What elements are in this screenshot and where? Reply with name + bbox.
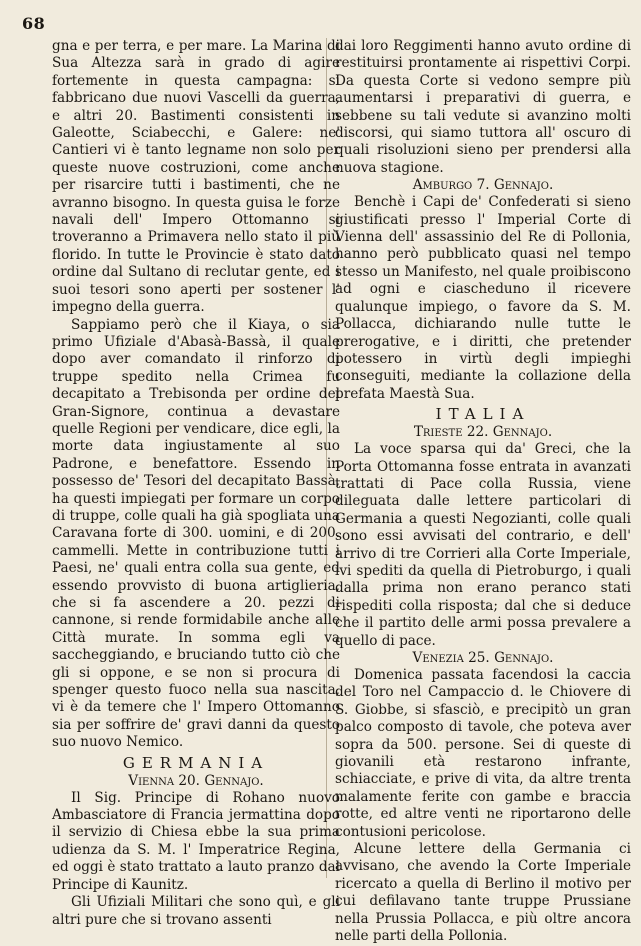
dateline-amburgo: Amburgo 7. Gennajo. bbox=[412, 177, 554, 194]
paragraph: dai loro Reggimenti hanno avuto ordine di restituirsi prontamente ai rispettivi Corpi. Da questa Corte si vedono sempre più aumentarsi i preparativi di guerra, e sebbene su tali vedute si avanzino molti discorsi, qui siamo tuttora all' oscuro di quali risoluzioni sieno per prendersi alla nuova stagione. bbox=[335, 38, 631, 176]
page-number: 68 bbox=[22, 14, 46, 33]
paragraph: La voce sparsa qui da' Greci, che la Porta Ottomanna fosse entrata in avanzati trattati di Pace colla Russia, viene dileguata dalle lettere particolari di Germania a questi Negozianti, colle quali sono essi avvisati del contrario, e dell' arrivo di tre Corrieri alla Corte Imperiale, ivi spediti da quella di Pietroburgo, i quali dalla prima non erano peranco stati rispediti colla risposta; dal che si deduce che il partito delle armi possa prevalere a quello di pace. bbox=[335, 441, 631, 649]
dateline-trieste: Trieste 22. Gennajo. bbox=[413, 424, 553, 441]
paragraph: gna e per terra, e per mare. La Marina di Sua Altezza sarà in grado di agire fortemente in questa campagna: si fabbricano due nuovi Vascelli da guerra, e altri 20. Bastimenti consistenti in Galeotte, Sciabecchi, e Galere: ne' Cantieri vi è tanto legname non solo per queste nuove costruzioni, come anche per risarcire tutti i bastimenti, che ne avranno bisogno. In questa guisa le forze navali dell' Impero Ottomanno si troveranno a Primavera nello stato il più florido. In tutte le Provincie è stato dato ordine dal Sultano di reclutar gente, ed i suoi tesori sono aperti per sostener l' impegno della guerra. bbox=[52, 38, 340, 316]
dateline-venezia: Venezia 25. Gennajo. bbox=[412, 650, 554, 666]
paragraph: Sappiamo però che il Kiaya, o sia primo Ufiziale d'Abasà-Bassà, il quale dopo aver comandato il rinforzo di truppe spedito nella Crimea fu decapitato a Trebisonda per ordine del Gran-Signore, continua a devastare quelle Regioni per vendicare, dice egli, la morte data ingiustamente al suo Padrone, e benefattore. Essendo in possesso de' Tesori del decapitato Bassà, ha questi impiegati per formare un corpo di truppe, colle quali ha già spogliata una Caravana forte di 300. uomini, e di 200. cammelli. Mette in contribuzione tutti i Paesi, ne' quali entra colla sua gente, ed essendo provvisto di buona artiglieria, che si fa ascendere a 20. pezzi di cannone, si rende formidabile anche alle Città murate. In somma egli va saccheggiando, e bruciando tutto ciò che gli si oppone, e se non si procura di spenger questo fuoco nella sua nascita, vi è da temere che l' Impero Ottomanno sia per soffrire de' gravi danni da questo suo nuovo Nemico. bbox=[52, 316, 340, 751]
paragraph: Il Sig. Principe di Rohano nuovo Ambasciatore di Francia jermattina dopo il servizio di Chiesa ebbe la sua prima udienza da S. M. l' Imperatrice Regina, ed oggi è stato trattato a lauto pranzo dal Principe di Kaunitz. bbox=[52, 789, 340, 893]
right-column bbox=[335, 38, 631, 946]
dateline-vienna: Vienna 20. Gennajo. bbox=[128, 772, 264, 789]
paragraph: Alcune lettere della Germania ci avvisano, che avendo la Corte Imperiale ricercato a quella di Berlino il motivo per cui defilavano tante truppe Prussiane nella Prussia Pollacca, e più oltre ancora nelle parti della Pollonia. bbox=[335, 841, 631, 945]
left-column bbox=[52, 38, 340, 929]
section-heading-germania: GERMANIA bbox=[122, 753, 270, 772]
paragraph: Benchè i Capi de' Confederati si sieno giustificati presso l' Imperial Corte di Vienna dell' assassinio del Re di Pollonia, hanno però pubblicato quasi nel tempo stesso un Manifesto, nel quale proibiscono ad ogni e ciascheduno il ricevere qualunque impiego, o favore da S. M. Pollacca, dichiarando nulle tutte le prerogative, e i diritti, che pretender potessero in virtù degli impieghi conseguiti, mediante la collazione della prefata Maestà Sua. bbox=[335, 194, 631, 402]
paragraph: Domenica passata facendosi la caccia del Toro nel Campaccio d. le Chiovere di S. Giobbe, si sfasciò, e precipitò un gran palco composto di tavole, che poteva aver sopra da 500. persone. Sei di queste di giovanili età restarono infrante, schiacciate, e prive di vita, da altre trenta malamente ferite con gambe e braccia rotte, ed altre venti ne riportarono delle contusioni pericolose. bbox=[335, 667, 631, 840]
section-heading-italia: ITALIA bbox=[435, 405, 531, 424]
paragraph: Gli Ufiziali Militari che sono quì, e gli altri pure che si trovano assenti bbox=[52, 894, 340, 928]
